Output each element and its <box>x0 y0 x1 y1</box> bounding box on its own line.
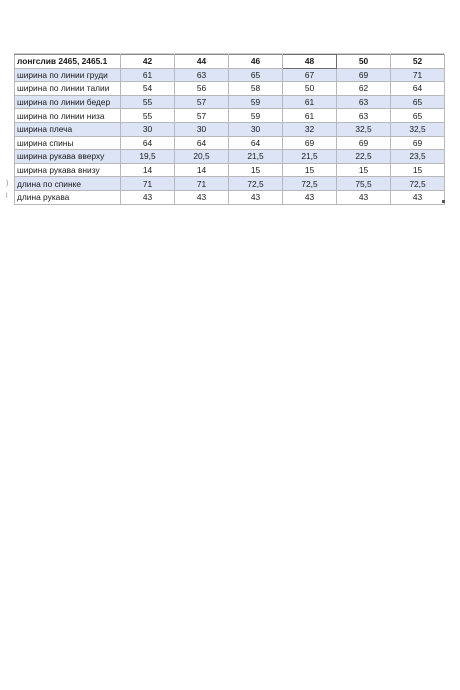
measurement-value-cell[interactable]: 64 <box>229 136 283 150</box>
table-row <box>15 163 445 177</box>
measurement-value-cell[interactable]: 71 <box>121 177 175 191</box>
measurement-value-cell[interactable]: 72,5 <box>391 177 445 191</box>
table-row <box>15 109 445 123</box>
measurement-value-cell[interactable]: 72,5 <box>283 177 337 191</box>
table-row <box>15 150 445 164</box>
measurement-label-cell[interactable]: ширина по линии талии <box>15 82 121 96</box>
size-header-cell[interactable]: 46 <box>229 55 283 69</box>
measurement-label-cell[interactable]: длина по спинке <box>15 177 121 191</box>
measurement-value-cell[interactable]: 15 <box>229 163 283 177</box>
measurement-value-cell[interactable]: 58 <box>229 82 283 96</box>
measurement-value-cell[interactable]: 61 <box>283 109 337 123</box>
measurement-value-cell[interactable]: 15 <box>337 163 391 177</box>
measurement-value-cell[interactable]: 75,5 <box>337 177 391 191</box>
measurement-label-cell[interactable]: ширина по линии груди <box>15 68 121 82</box>
measurement-value-cell[interactable]: 59 <box>229 109 283 123</box>
measurement-value-cell[interactable]: 59 <box>229 95 283 109</box>
measurement-value-cell[interactable]: 72,5 <box>229 177 283 191</box>
gutter-mark: ) <box>6 180 9 187</box>
table-row <box>15 95 445 109</box>
measurement-value-cell[interactable]: 61 <box>121 68 175 82</box>
size-header-cell-selected[interactable]: 48 <box>283 55 337 69</box>
measurement-value-cell[interactable]: 64 <box>175 136 229 150</box>
measurement-value-cell[interactable]: 20,5 <box>175 150 229 164</box>
measurement-label-cell[interactable]: ширина рукава внизу <box>15 163 121 177</box>
measurement-value-cell[interactable]: 19,5 <box>121 150 175 164</box>
measurement-value-cell[interactable]: 30 <box>121 122 175 136</box>
product-title-cell[interactable]: лонгслив 2465, 2465.1 <box>15 55 121 69</box>
row-gutter <box>6 50 14 210</box>
measurement-value-cell[interactable]: 15 <box>391 163 445 177</box>
measurement-label-cell[interactable]: ширина плеча <box>15 122 121 136</box>
table-row <box>15 136 445 150</box>
size-header-cell[interactable]: 52 <box>391 55 445 69</box>
measurement-value-cell[interactable]: 61 <box>283 95 337 109</box>
measurement-value-cell[interactable]: 65 <box>391 95 445 109</box>
size-chart-table <box>14 54 445 205</box>
table-row <box>15 68 445 82</box>
measurement-value-cell[interactable]: 43 <box>283 190 337 204</box>
table-row <box>15 190 445 204</box>
table-row <box>15 82 445 96</box>
measurement-label-cell[interactable]: длина рукава <box>15 190 121 204</box>
measurement-value-cell[interactable]: 43 <box>229 190 283 204</box>
gutter-mark: l <box>6 193 8 200</box>
measurement-value-cell[interactable]: 55 <box>121 109 175 123</box>
measurement-value-cell[interactable]: 43 <box>337 190 391 204</box>
measurement-value-cell[interactable]: 56 <box>175 82 229 96</box>
measurement-value-cell[interactable]: 15 <box>283 163 337 177</box>
measurement-value-cell[interactable]: 65 <box>391 109 445 123</box>
measurement-value-cell[interactable]: 62 <box>337 82 391 96</box>
measurement-value-cell[interactable]: 21,5 <box>283 150 337 164</box>
measurement-value-cell[interactable]: 43 <box>175 190 229 204</box>
measurement-value-cell[interactable]: 69 <box>391 136 445 150</box>
measurement-value-cell[interactable]: 57 <box>175 109 229 123</box>
measurement-value-cell[interactable]: 21,5 <box>229 150 283 164</box>
measurement-label-cell[interactable]: ширина по линии низа <box>15 109 121 123</box>
measurement-value-cell[interactable]: 71 <box>391 68 445 82</box>
size-header-cell[interactable]: 42 <box>121 55 175 69</box>
measurement-value-cell[interactable]: 14 <box>175 163 229 177</box>
measurement-value-cell[interactable]: 55 <box>121 95 175 109</box>
measurement-value-cell[interactable]: 32,5 <box>391 122 445 136</box>
measurement-value-cell[interactable]: 71 <box>175 177 229 191</box>
measurement-value-cell[interactable]: 65 <box>229 68 283 82</box>
measurement-value-cell[interactable]: 30 <box>175 122 229 136</box>
measurement-value-cell[interactable]: 30 <box>229 122 283 136</box>
measurement-value-cell[interactable]: 67 <box>283 68 337 82</box>
measurement-value-cell[interactable]: 43 <box>391 190 445 204</box>
measurement-value-cell[interactable]: 54 <box>121 82 175 96</box>
measurement-label-cell[interactable]: ширина спины <box>15 136 121 150</box>
measurement-value-cell[interactable]: 64 <box>391 82 445 96</box>
fill-handle[interactable] <box>442 200 445 203</box>
measurement-value-cell[interactable]: 32 <box>283 122 337 136</box>
spreadsheet-area <box>0 50 460 210</box>
size-header-cell[interactable]: 44 <box>175 55 229 69</box>
measurement-label-cell[interactable]: ширина рукава вверху <box>15 150 121 164</box>
measurement-value-cell[interactable]: 57 <box>175 95 229 109</box>
measurement-value-cell[interactable]: 69 <box>337 68 391 82</box>
measurement-value-cell[interactable]: 32,5 <box>337 122 391 136</box>
measurement-value-cell[interactable]: 63 <box>337 95 391 109</box>
size-header-cell[interactable]: 50 <box>337 55 391 69</box>
measurement-value-cell[interactable]: 23,5 <box>391 150 445 164</box>
header-row <box>15 55 445 69</box>
measurement-value-cell[interactable]: 14 <box>121 163 175 177</box>
measurement-value-cell[interactable]: 22,5 <box>337 150 391 164</box>
measurement-value-cell[interactable]: 43 <box>121 190 175 204</box>
table-row <box>15 177 445 191</box>
measurement-value-cell[interactable]: 69 <box>283 136 337 150</box>
measurement-value-cell[interactable]: 50 <box>283 82 337 96</box>
measurement-label-cell[interactable]: ширина по линии бедер <box>15 95 121 109</box>
measurement-value-cell[interactable]: 63 <box>175 68 229 82</box>
measurement-value-cell[interactable]: 69 <box>337 136 391 150</box>
table-row <box>15 122 445 136</box>
measurement-value-cell[interactable]: 63 <box>337 109 391 123</box>
measurement-value-cell[interactable]: 64 <box>121 136 175 150</box>
